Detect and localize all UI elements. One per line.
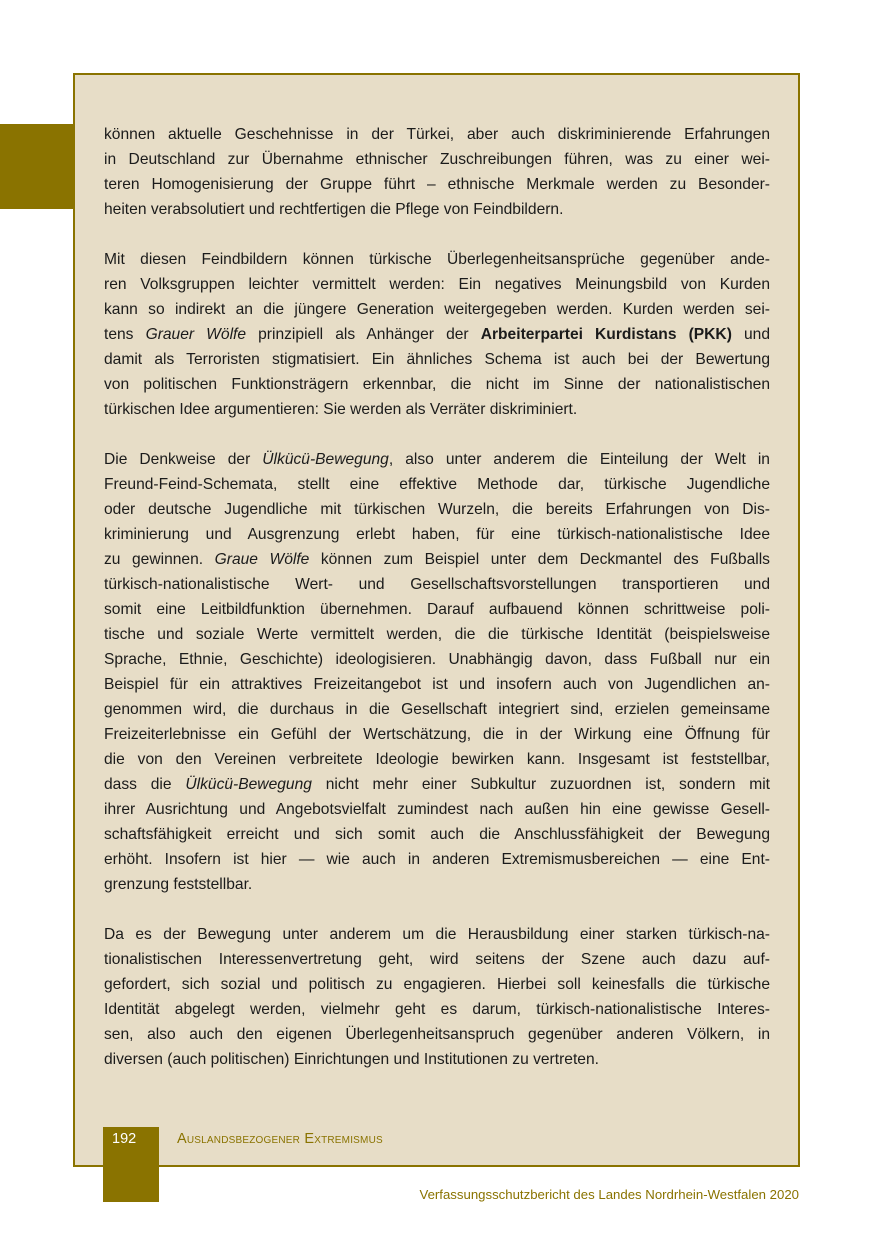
- text-line: [104, 622, 770, 647]
- text-line: [104, 697, 770, 722]
- text-segment: diversen (auch politischen) Einrichtungen und Institutionen zu vertreten.: [104, 1051, 599, 1068]
- text-line: [104, 872, 770, 897]
- text-segment: ren Volksgruppen leichter vermittelt werden: Ein negatives Meinungsbild von Kurden: [104, 276, 770, 293]
- text-line: [104, 822, 770, 847]
- italic-term: Ülkücü-Bewegung: [185, 776, 312, 793]
- text-segment: oder deutsche Jugendliche mit türkischen Wurzeln, die bereits Erfahrungen von Dis-: [104, 501, 770, 518]
- text-line: [104, 647, 770, 672]
- text-segment: tens: [104, 326, 146, 343]
- text-line: [104, 497, 770, 522]
- text-segment: tionalistischen Interessenvertretung geht, wird seitens der Szene auch dazu auf-: [104, 951, 770, 968]
- text-segment: , also unter anderem die Einteilung der Welt in: [388, 451, 770, 468]
- paragraph: [104, 922, 770, 1072]
- text-segment: türkischen Idee argumentieren: Sie werden als Verräter diskriminiert.: [104, 401, 578, 418]
- italic-term: Ülkücü-Bewegung: [262, 451, 389, 468]
- text-segment: teren Homogenisierung der Gruppe führt – ethnische Merkmale werden zu Besonder-: [104, 176, 770, 193]
- text-segment: die von den Vereinen verbreitete Ideologie bewirken kann. Insgesamt ist feststellbar,: [104, 751, 770, 768]
- text-line: [104, 922, 770, 947]
- paragraph: [104, 447, 770, 897]
- italic-term: Grauer Wölfe: [145, 326, 247, 343]
- text-segment: und: [731, 326, 770, 343]
- page-number: 192: [112, 1131, 137, 1147]
- text-line: [104, 322, 770, 347]
- text-line: [104, 847, 770, 872]
- text-segment: Mit diesen Feindbildern können türkische Überlegenheitsansprüche gegenüber ande-: [104, 251, 770, 268]
- text-line: [104, 272, 770, 297]
- text-line: [104, 797, 770, 822]
- text-line: [104, 772, 770, 797]
- text-segment: können zum Beispiel unter dem Deckmantel des Fußballs: [309, 551, 770, 568]
- text-line: [104, 947, 770, 972]
- text-line: [104, 1022, 770, 1047]
- text-line: [104, 197, 770, 222]
- text-segment: prinzipiell als Anhänger der: [246, 326, 481, 343]
- text-line: [104, 372, 770, 397]
- text-segment: Die Denkweise der: [104, 451, 263, 468]
- text-segment: dass die: [104, 776, 186, 793]
- text-line: [104, 672, 770, 697]
- text-segment: können aktuelle Geschehnisse in der Türkei, aber auch diskriminierende Erfahrungen: [104, 126, 770, 143]
- text-segment: nicht mehr einer Subkultur zuzuordnen ist, sondern mit: [311, 776, 770, 793]
- text-segment: kriminierung und Ausgrenzung erlebt haben, für eine türkisch-nationalistische Idee: [104, 526, 770, 543]
- body-text: [104, 122, 770, 1072]
- text-segment: zu gewinnen.: [104, 551, 215, 568]
- text-line: [104, 247, 770, 272]
- text-line: [104, 997, 770, 1022]
- paragraph: [104, 247, 770, 422]
- text-segment: Da es der Bewegung unter anderem um die Herausbildung einer starken türkisch-na-: [104, 926, 770, 943]
- text-segment: tische und soziale Werte vermittelt werden, die die türkische Identität (beispielsweise: [104, 626, 770, 643]
- text-line: [104, 147, 770, 172]
- paragraph: [104, 122, 770, 222]
- text-segment: schaftsfähigkeit erreicht und sich somit auch die Anschlussfähigkeit der Bewegung: [104, 826, 770, 843]
- text-segment: damit als Terroristen stigmatisiert. Ein ähnliches Schema ist auch bei der Bewertung: [104, 351, 770, 368]
- italic-term: Graue Wölfe: [214, 551, 310, 568]
- text-line: [104, 472, 770, 497]
- text-line: [104, 347, 770, 372]
- chapter-title: Auslandsbezogener Extremismus: [177, 1131, 383, 1147]
- text-segment: Beispiel für ein attraktives Freizeitangebot ist und insofern auch von Jugendlichen an-: [104, 676, 770, 693]
- text-line: [104, 1047, 770, 1072]
- text-line: [104, 297, 770, 322]
- text-line: [104, 972, 770, 997]
- side-accent-tab: [0, 124, 74, 209]
- text-segment: Identität abgelegt werden, vielmehr geht es darum, türkisch-nationalistische Interes-: [104, 1001, 770, 1018]
- text-segment: von politischen Funktionsträgern erkennbar, die nicht im Sinne der nationalistischen: [104, 376, 770, 393]
- text-segment: türkisch-nationalistische Wert- und Gesellschaftsvorstellungen transportieren und: [104, 576, 770, 593]
- text-segment: heiten verabsolutiert und rechtfertigen die Pflege von Feindbildern.: [104, 201, 564, 218]
- text-line: [104, 722, 770, 747]
- text-segment: grenzung feststellbar.: [104, 876, 253, 893]
- text-line: [104, 522, 770, 547]
- text-segment: Freizeiterlebnisse ein Gefühl der Wertschätzung, die in der Wirkung eine Öffnung für: [104, 726, 770, 743]
- text-segment: kann so indirekt an die jüngere Generation weitergegeben werden. Kurden werden sei-: [104, 301, 770, 318]
- text-segment: gefordert, sich sozial und politisch zu engagieren. Hierbei soll keinesfalls die türkische: [104, 976, 770, 993]
- text-line: [104, 547, 770, 572]
- text-segment: somit eine Leitbildfunktion übernehmen. Darauf aufbauend können schrittweise poli-: [104, 601, 770, 618]
- bold-term: Arbeiterpartei Kurdistans (PKK): [480, 326, 732, 343]
- text-segment: Freund-Feind-Schemata, stellt eine effektive Methode dar, türkische Jugendliche: [104, 476, 770, 493]
- footer-publication-title: Verfassungsschutzbericht des Landes Nordrhein-Westfalen 2020: [419, 1187, 799, 1202]
- text-segment: sen, also auch den eigenen Überlegenheitsanspruch gegenüber anderen Völkern, in: [104, 1026, 770, 1043]
- text-segment: erhöht. Insofern ist hier — wie auch in anderen Extremismusbereichen — eine Ent-: [104, 851, 770, 868]
- text-segment: ihrer Ausrichtung und Angebotsvielfalt zumindest nach außen hin eine gewisse Gesell-: [104, 801, 770, 818]
- text-line: [104, 447, 770, 472]
- text-segment: in Deutschland zur Übernahme ethnischer Zuschreibungen führen, was zu einer wei-: [104, 151, 770, 168]
- text-segment: genommen wird, die durchaus in die Gesellschaft integriert sind, erzielen gemeinsame: [104, 701, 770, 718]
- text-line: [104, 172, 770, 197]
- text-segment: Sprache, Ethnie, Geschichte) ideologisieren. Unabhängig davon, dass Fußball nur ein: [104, 651, 770, 668]
- text-line: [104, 122, 770, 147]
- text-line: [104, 572, 770, 597]
- text-line: [104, 597, 770, 622]
- text-line: [104, 747, 770, 772]
- text-line: [104, 397, 770, 422]
